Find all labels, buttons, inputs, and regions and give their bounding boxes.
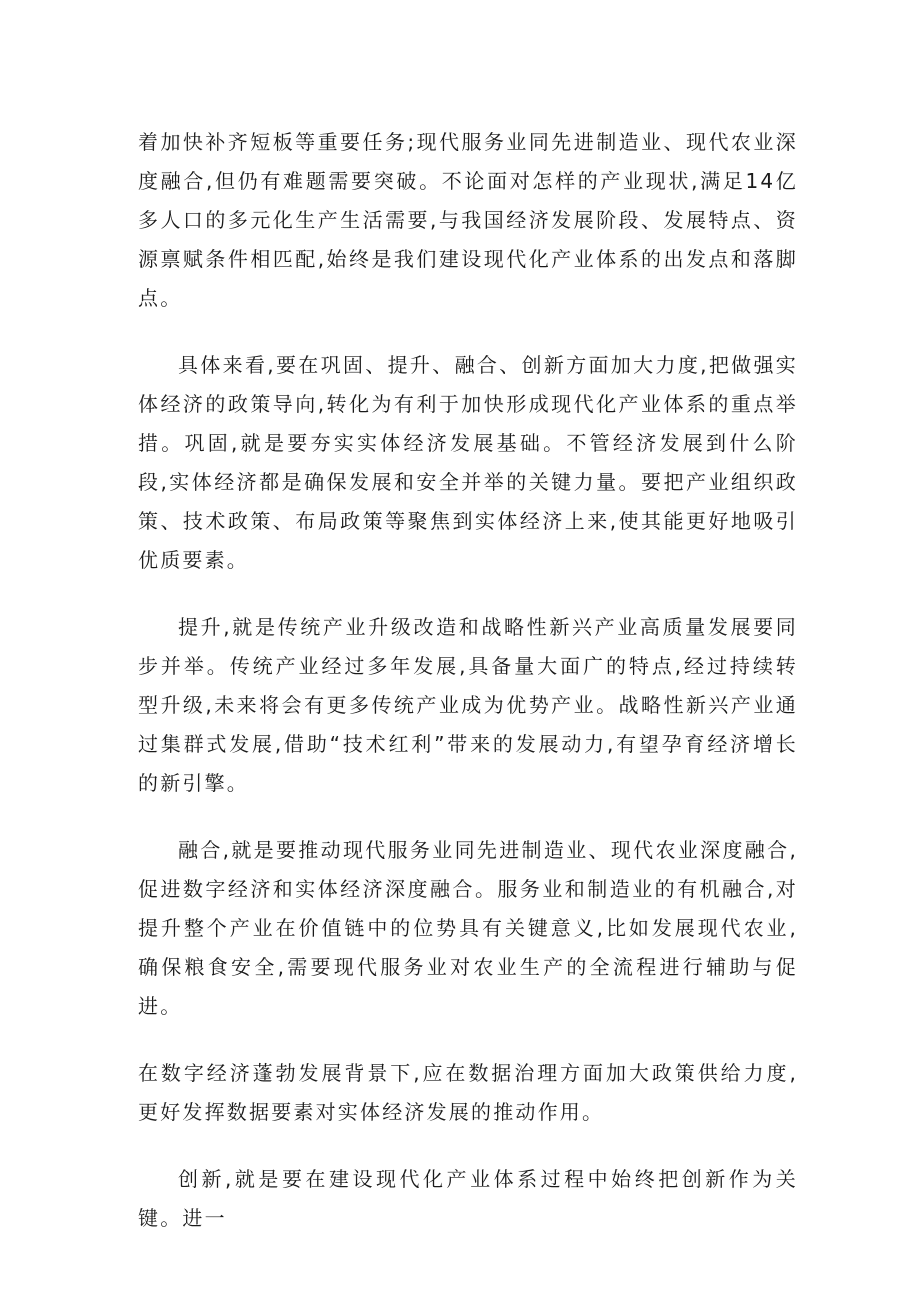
paragraph-1: 着加快补齐短板等重要任务;现代服务业同先进制造业、现代农业深度融合,但仍有难题需要突破。不论面对怎样的产业现状,满足14亿多人口的多元化生产生活需要,与我国经济发展阶段、发展特点、资源禀赋条件相匹配,始终是我们建设现代化产业体系的出发点和落脚点。 — [138, 130, 798, 310]
paragraph-3: 提升,就是传统产业升级改造和战略性新兴产业高质量发展要同步并举。传统产业经过多年发展,具备量大面广的特点,经过持续转型升级,未来将会有更多传统产业成为优势产业。战略性新兴产业通过集群式发展,借助“技术红利”带来的发展动力,有望孕育经济增长的新引擎。 — [138, 615, 798, 795]
paragraph-4: 融合,就是要推动现代服务业同先进制造业、现代农业深度融合,促进数字经济和实体经济深度融合。服务业和制造业的有机融合,对提升整个产业在价值链中的位势具有关键意义,比如发展现代农业,确保粮食安全,需要现代服务业对农业生产的全流程进行辅助与促进。 — [138, 838, 798, 1018]
document-body — [138, 123, 798, 1238]
paragraph-5: 在数字经济蓬勃发展背景下,应在数据治理方面加大政策供给力度,更好发挥数据要素对实体经济发展的推动作用。 — [138, 1061, 798, 1124]
paragraph-2: 具体来看,要在巩固、提升、融合、创新方面加大力度,把做强实体经济的政策导向,转化为有利于加快形成现代化产业体系的重点举措。巩固,就是要夯实实体经济发展基础。不管经济发展到什么阶段,实体经济都是确保发展和安全并举的关键力量。要把产业组织政策、技术政策、布局政策等聚焦到实体经济上来,使其能更好地吸引优质要素。 — [138, 353, 798, 572]
paragraph-6: 创新,就是要在建设现代化产业体系过程中始终把创新作为关键。进一 — [138, 1167, 798, 1230]
